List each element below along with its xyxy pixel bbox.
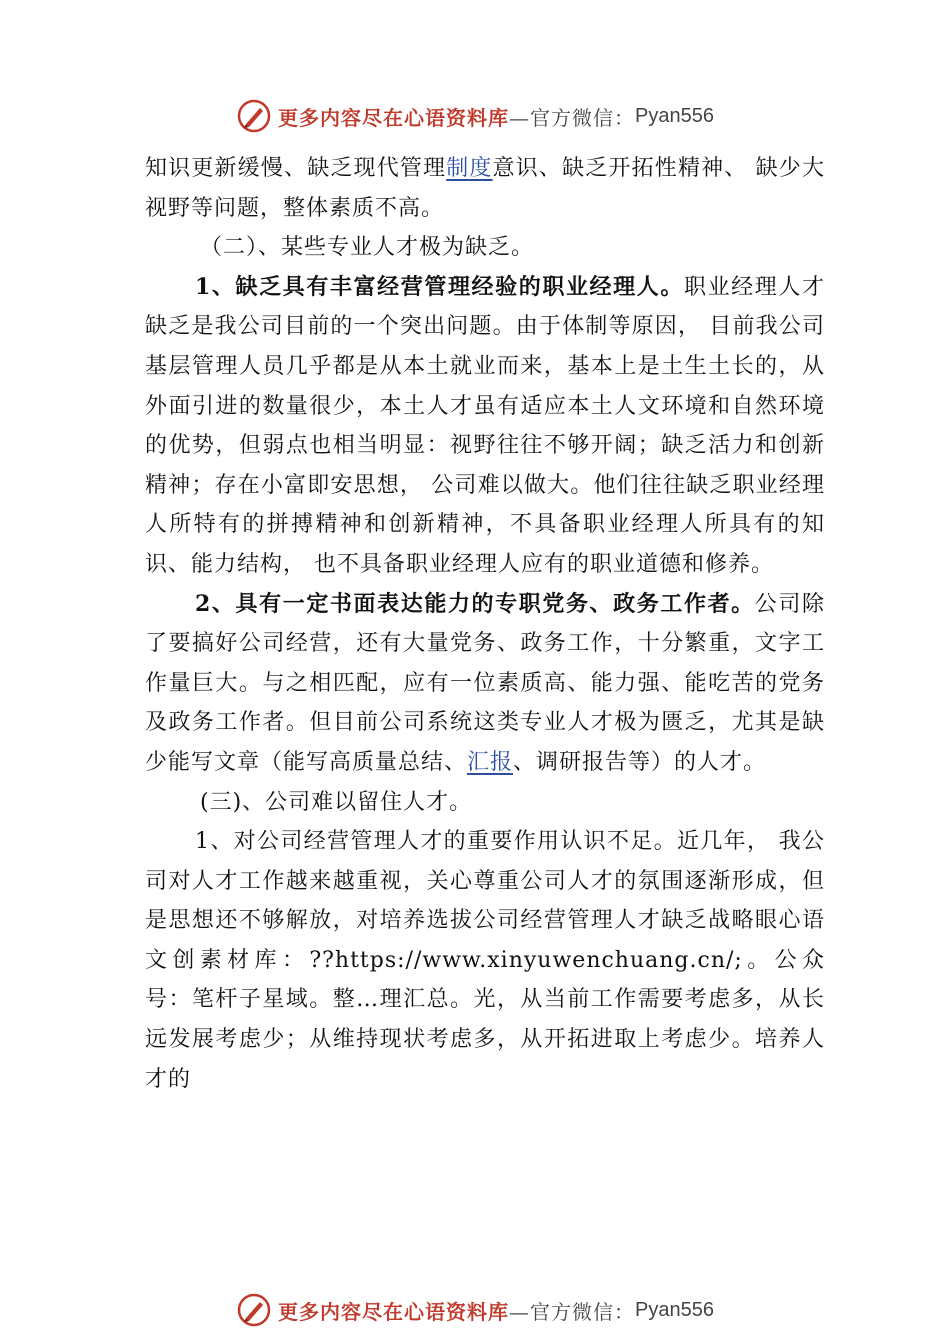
paragraph-3-text: 公司除了要搞好公司经营，还有大量党务、政务工作，十分繁重，文字工作量巨大。与之相匹配，应有一位素质高、能力强、能吃苦的党务及政务工作者。但目前公司系统这类专业人才极为匮乏，尤其是缺少能写文章（能写高质量总结、 — [145, 591, 825, 775]
section-heading-3: (三)、公司难以留住人才。 — [200, 789, 473, 815]
paragraph-3-text-2: 、调研报告等）的人才。 — [513, 749, 767, 775]
section-heading-2: （二）、某些专业人才极为缺乏。 — [200, 235, 535, 261]
header-wechat-id: Pyan556 — [635, 104, 714, 127]
paragraph-4: 1、对公司经营管理人才的重要作用认识不足。近几年， 我公司对人才工作越来越重视，关心尊重公司人才的氛围逐渐形成，但是思想还不够解放，对培养选拔公司经营管理人才缺乏战略眼心语文创素材库：??https://www.xinyuwenchuang.cn/;。公众号：笔杆子星域。整…理汇总。光，从当前工作需要考虑多，从长远发展考虑少；从维持现状考虑多，从开拓进取上考虑少。培养人才的 — [145, 829, 825, 1092]
footer-brand-text: 更多内容尽在心语资料库 — [278, 1299, 510, 1324]
link-huibao[interactable]: 汇报 — [467, 749, 514, 775]
document-body — [145, 149, 825, 1099]
paragraph-1 — [145, 149, 825, 228]
paragraph-1-text-a: 知识更新缓慢、缺乏现代管理 — [145, 156, 447, 181]
paragraph-2 — [145, 268, 825, 585]
paragraph-3-bold-lead: 2、具有一定书面表达能力的专职党务、政务工作者。 — [195, 590, 755, 617]
footer-watermark — [0, 1290, 950, 1330]
header-brand-text: 更多内容尽在心语资料库 — [278, 105, 510, 130]
link-zhidu[interactable]: 制度 — [446, 156, 493, 181]
paragraph-1-text-b: 意识、缺乏开拓性精神、 缺少大视野等问题，整体素质不高。 — [145, 156, 825, 221]
paragraph-2-text: 职业经理人才缺乏是我公司目前的一个突出问题。由于体制等原因， 目前我公司基层管理人员几乎都是从本土就业而来，基本上是土生土长的，从外面引进的数量很少，本土人才虽有适应本土人文环境和自然环境的优势，但弱点也相当明显：视野往往不够开阔；缺乏活力和创新精神；存在小富即安思想， 公司难以做大。他们往往缺乏职业经理人所特有的拼搏精神和创新精神，不具备职业经理人所具有的知识、能力结构， 也不具备职业经理人应有的职业道德和修养。 — [145, 274, 825, 577]
pen-logo-icon — [236, 98, 272, 134]
header-watermark — [0, 96, 950, 136]
paragraph-2-bold-lead: 1、缺乏具有丰富经营管理经验的职业经理人。 — [195, 273, 684, 300]
paragraph-3 — [145, 585, 825, 783]
header-wechat-label: —官方微信： — [509, 105, 636, 130]
footer-wechat-id: Pyan556 — [635, 1298, 714, 1321]
footer-wechat-label: —官方微信： — [509, 1299, 636, 1324]
pen-logo-icon — [236, 1292, 272, 1328]
